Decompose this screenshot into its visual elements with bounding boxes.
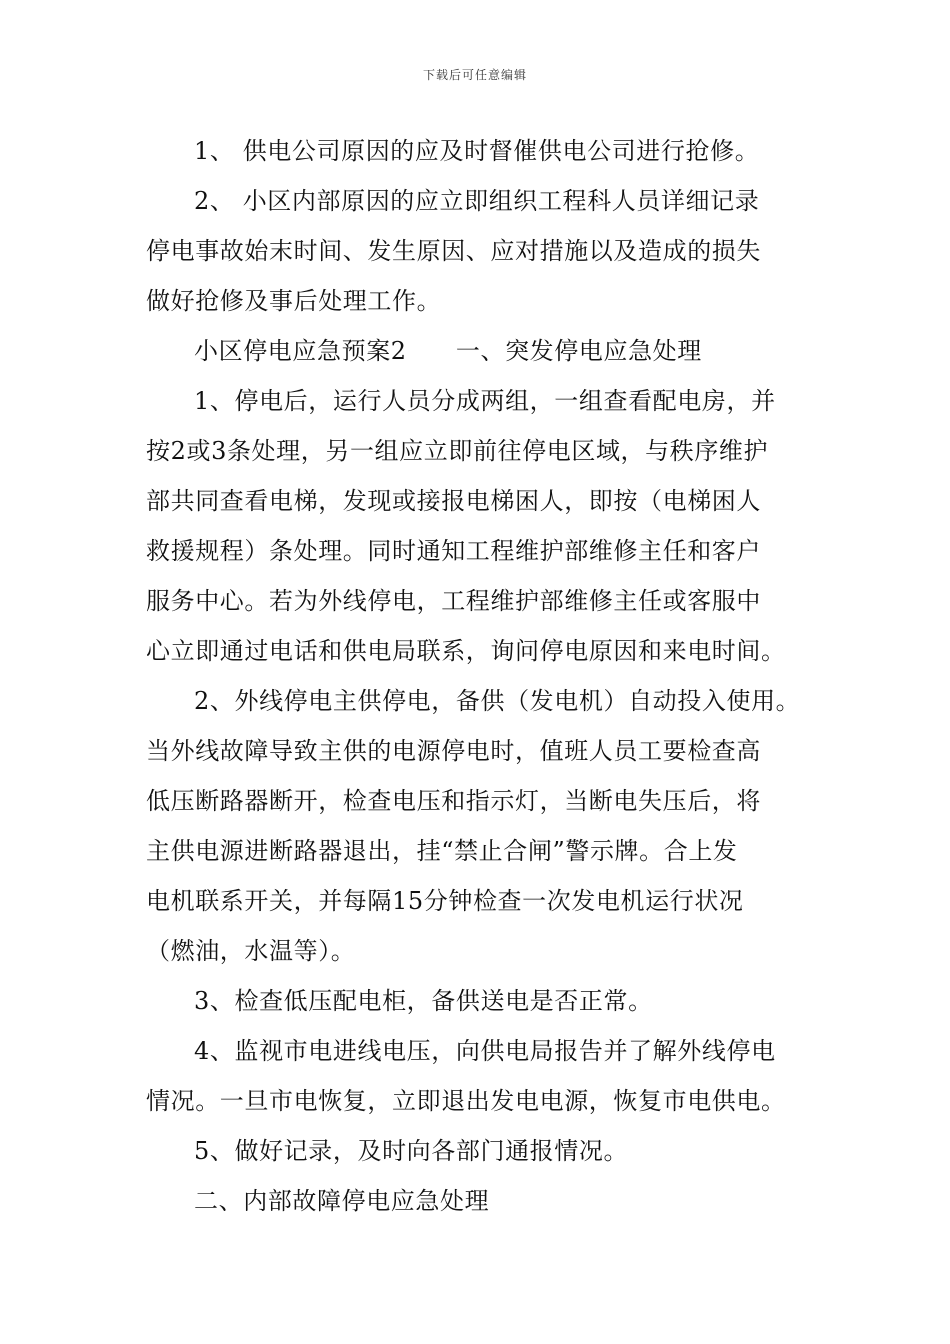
text-line: 按2或3条处理，另一组应立即前往停电区域，与秩序维护 [146,437,769,465]
text-line: 心立即通过电话和供电局联系，询问停电原因和来电时间。 [146,637,786,665]
text-line: 主供电源进断路器退出，挂“禁止合闸”警示牌。合上发 [146,837,738,865]
text-line: 服务中心。若为外线停电，工程维护部维修主任或客服中 [146,587,761,615]
text-line: 二、内部故障停电应急处理 [194,1187,490,1215]
text-line: 电机联系开关，并每隔15分钟检查一次发电机运行状况 [146,887,744,915]
download-note: 下载后可任意编辑 [422,68,527,82]
text-line: 当外线故障导致主供的电源停电时，值班人员工要检查高 [146,737,761,765]
text-line: 小区停电应急预案2 一、突发停电应急处理 [194,337,702,365]
text-line: 4、监视市电进线电压，向供电局报告并了解外线停电 [194,1037,776,1065]
text-line: 救援规程）条处理。同时通知工程维护部维修主任和客户 [146,537,761,565]
text-line: 情况。一旦市电恢复，立即退出发电电源，恢复市电供电。 [146,1087,786,1115]
text-line: 2、 小区内部原因的应立即组织工程科人员详细记录 [194,187,760,215]
document-body [146,126,808,1226]
text-line: 3、检查低压配电柜，备供送电是否正常。 [194,987,653,1015]
text-line: 低压断路器断开，检查电压和指示灯，当断电失压后，将 [146,787,761,815]
text-line: 1、 供电公司原因的应及时督催供电公司进行抢修。 [194,137,760,165]
text-line: 5、做好记录，及时向各部门通报情况。 [194,1137,629,1165]
text-line: 停电事故始末时间、发生原因、应对措施以及造成的损失 [146,237,761,265]
text-line: （燃油，水温等）。 [146,937,356,965]
text-line: 部共同查看电梯，发现或接报电梯困人，即按（电梯困人 [146,487,761,515]
text-line: 1、停电后，运行人员分成两组，一组查看配电房，并 [194,387,776,415]
text-line: 做好抢修及事后处理工作。 [146,287,442,315]
text-line: 2、外线停电主供停电，备供（发电机）自动投入使用。 [194,687,801,715]
